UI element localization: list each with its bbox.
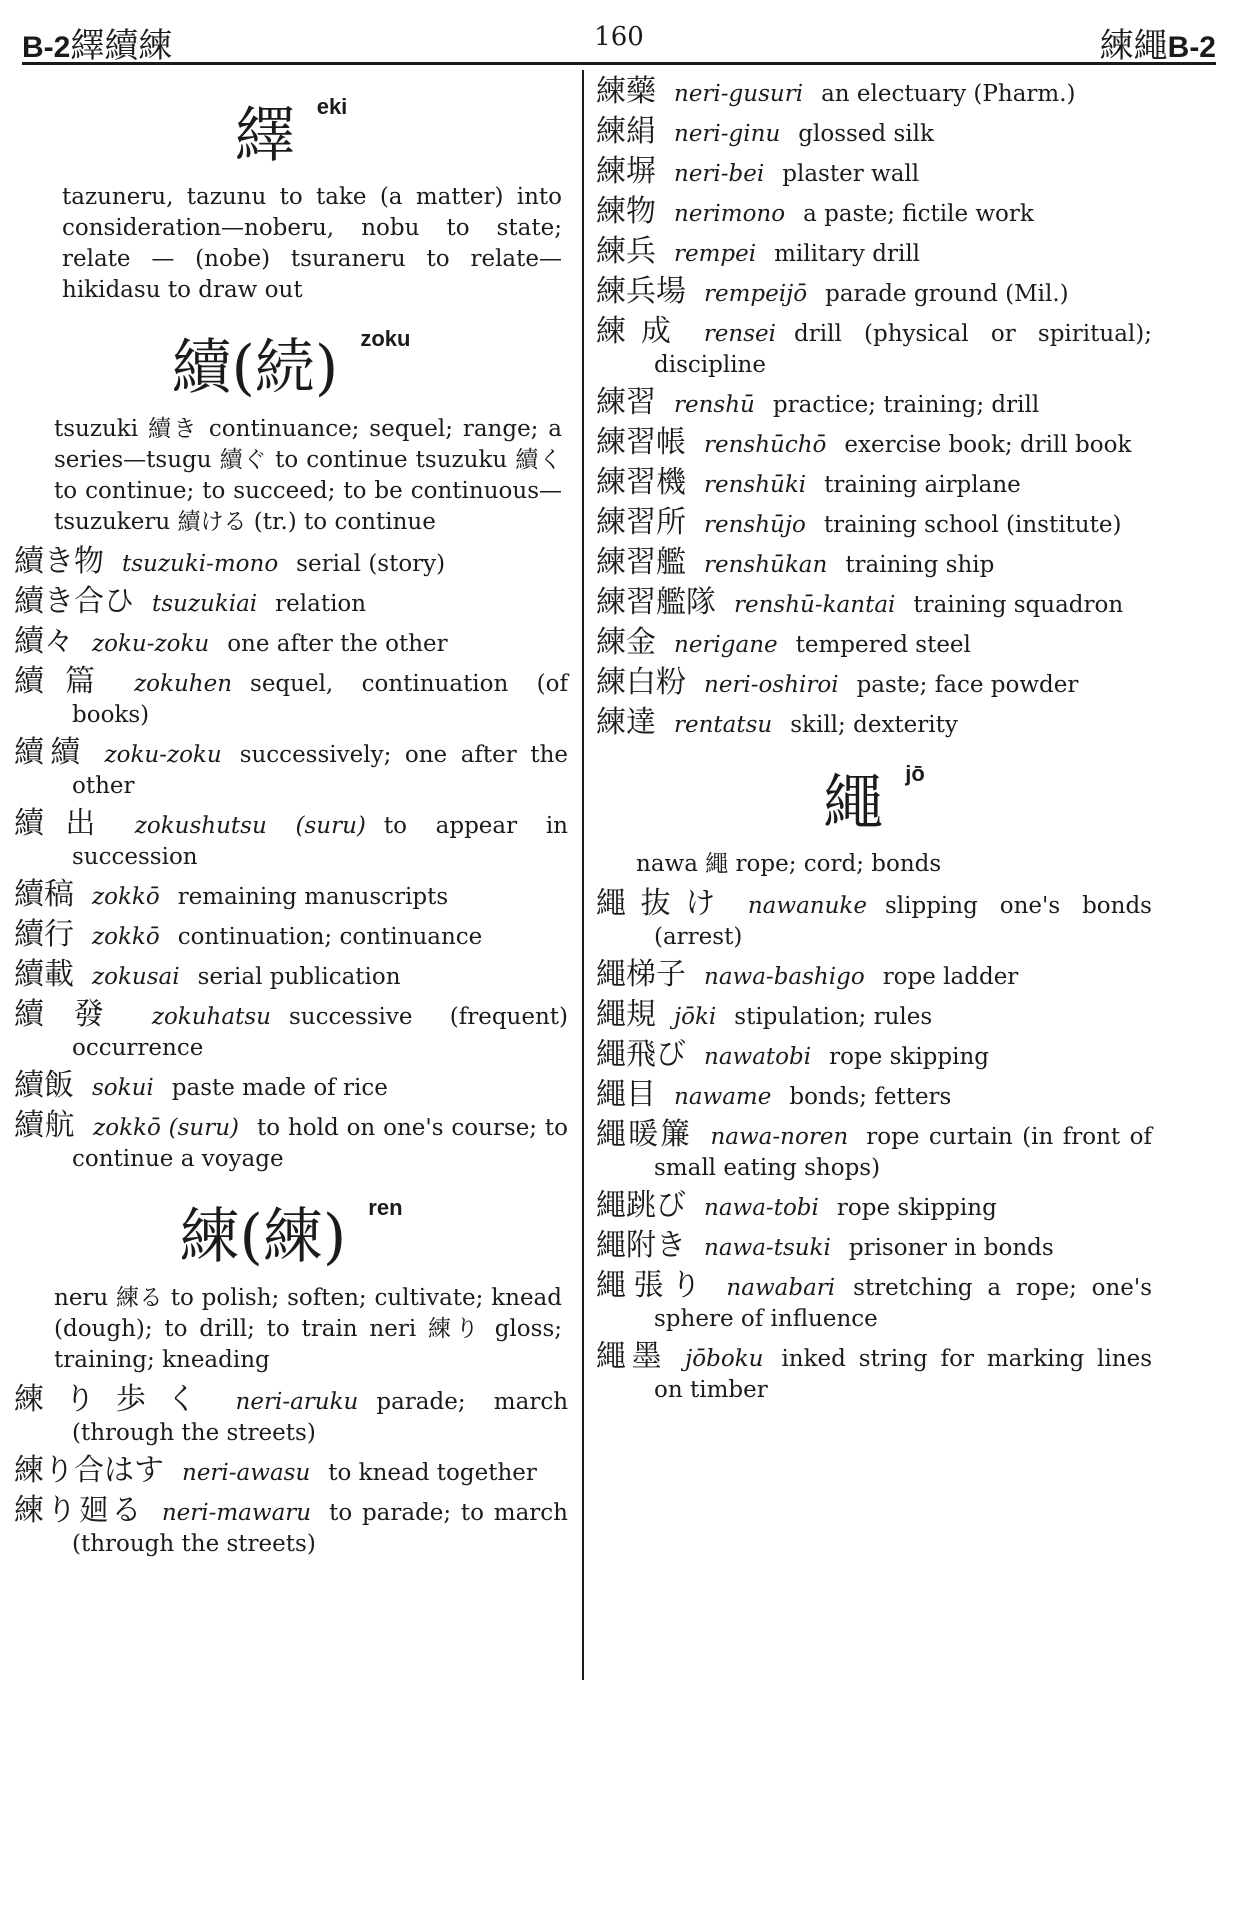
dictionary-entry (14, 737, 568, 802)
entry-kanji: 練習 (596, 385, 656, 420)
entry-reading: zokkō (suru) (93, 1115, 240, 1141)
entry-reading: renshūjo (704, 512, 806, 538)
dictionary-entry (14, 808, 568, 873)
entry-kanji: 繩張り (596, 1268, 709, 1303)
entry-reading: nawa-tsuki (704, 1235, 831, 1261)
entry-gloss: sequel, continuation (of books) (72, 671, 568, 728)
entry-reading: nerigane (674, 632, 778, 658)
entry-gloss: plaster wall (782, 161, 920, 187)
right-column (596, 74, 1152, 1412)
entry-reading: zokkō (92, 884, 160, 910)
entry-reading: renshū (674, 392, 755, 418)
headword-definition: nawa 繩 rope; cord; bonds (636, 851, 942, 877)
entry-kanji: 繩飛び (596, 1037, 686, 1072)
dictionary-entry (596, 888, 1152, 953)
entry-gloss: parade ground (Mil.) (825, 281, 1069, 307)
entry-reading: neri-aruku (235, 1389, 359, 1415)
entry-reading: nawabari (726, 1275, 836, 1301)
entry-kanji: 繩梯子 (596, 957, 686, 992)
dictionary-entry (14, 586, 568, 620)
entry-gloss: serial publication (197, 964, 401, 990)
entry-kanji: 續篇 (14, 664, 117, 699)
entry-kanji: 練り合はす (14, 1453, 164, 1488)
entry-gloss: practice; training; drill (772, 392, 1040, 418)
dictionary-entry (596, 76, 1152, 110)
entry-gloss: rope skipping (836, 1195, 997, 1221)
entry-gloss: to parade; to march (through the streets) (72, 1500, 568, 1557)
entry-gloss: training ship (845, 552, 995, 578)
entry-reading: nawa-tobi (704, 1195, 819, 1221)
entry-kanji: 續稿 (14, 877, 74, 912)
entry-kanji: 練習帳 (596, 425, 686, 460)
entry-gloss: drill (physical or spiritual); discipline (654, 321, 1152, 378)
entry-kanji: 練兵場 (596, 274, 686, 309)
entry-kanji: 續行 (14, 917, 74, 952)
entry-kanji: 續き合ひ (14, 584, 134, 619)
dictionary-entry (14, 1384, 568, 1449)
dictionary-entry (596, 547, 1152, 581)
entry-reading: zokuhen (134, 671, 233, 697)
entry-gloss: relation (275, 591, 367, 617)
entry-reading: rempei (674, 241, 757, 267)
entry-reading: tsuzuki-mono (122, 551, 279, 577)
entry-reading: rentatsu (674, 712, 773, 738)
entry-gloss: glossed silk (798, 121, 934, 147)
entry-gloss: parade; march (through the streets) (72, 1389, 569, 1446)
dictionary-entry (14, 546, 568, 580)
headword-kanji: 繩 (823, 768, 884, 838)
entry-kanji: 練塀 (596, 154, 656, 189)
right-head-kanji: 練繩 (1099, 26, 1168, 66)
dictionary-entry (596, 1039, 1152, 1073)
entry-gloss: paste; face powder (856, 672, 1079, 698)
dictionary-entry (596, 316, 1152, 381)
dictionary-entry (14, 879, 568, 913)
entry-reading: zokusai (92, 964, 180, 990)
dictionary-entry (14, 919, 568, 953)
entry-kanji: 續發 (14, 997, 134, 1032)
dictionary-entry (596, 387, 1152, 421)
page-header (22, 14, 1216, 65)
entry-reading: neri-bei (674, 161, 765, 187)
entry-kanji: 練兵 (596, 234, 656, 269)
entry-kanji: 繩跳び (596, 1188, 686, 1223)
dictionary-entry (596, 667, 1152, 701)
entry-kanji: 練成 (596, 314, 686, 349)
entry-gloss: successively; one after the other (72, 742, 569, 799)
entry-reading: zokushutsu (suru) (134, 813, 366, 839)
entry-kanji: 繩抜け (596, 886, 730, 921)
entry-kanji: 練習艦隊 (596, 585, 716, 620)
entry-gloss: to appear in succession (72, 813, 568, 870)
entry-gloss: to hold on one's course; to continue a voyage (72, 1115, 569, 1172)
entry-reading: tsuzukiai (152, 591, 258, 617)
entry-gloss: rope ladder (882, 964, 1019, 990)
entry-gloss: prisoner in bonds (848, 1235, 1054, 1261)
headword-ren (14, 1189, 568, 1275)
entry-reading: jōki (674, 1004, 717, 1030)
entry-kanji: 續續 (14, 735, 87, 770)
entry-list (14, 546, 568, 1175)
entry-reading: nawatobi (704, 1044, 812, 1070)
entry-gloss: an electuary (Pharm.) (821, 81, 1076, 107)
entry-reading: zokkō (92, 924, 160, 950)
entry-gloss: bonds; fetters (789, 1084, 952, 1110)
entry-gloss: inked string for marking lines on timber (654, 1346, 1152, 1403)
entry-gloss: continuation; continuance (177, 924, 483, 950)
headword-definition: tsuzuki 續き continuance; sequel; range; a series—tsugu 續ぐ to continue tsuzuku 續く to continue; to succeed; to be continuous—tsuzukeru 續ける (tr.) to continue (54, 416, 562, 535)
entry-kanji: 練り歩く (14, 1382, 218, 1417)
dictionary-entry (596, 427, 1152, 461)
entry-reading: zoku-zoku (92, 631, 210, 657)
entry-gloss: training school (institute) (823, 512, 1122, 538)
dictionary-entry (14, 999, 568, 1064)
headword-kanji: 續(続) (171, 333, 339, 403)
entry-kanji: 繩附き (596, 1228, 686, 1263)
entry-reading: neri-mawaru (161, 1500, 312, 1526)
entry-reading: jōboku (685, 1346, 764, 1372)
headword-eki (14, 88, 568, 174)
entry-reading: neri-oshiroi (704, 672, 839, 698)
headword-kanji: 練(練) (179, 1202, 347, 1272)
entry-kanji: 續載 (14, 957, 74, 992)
entry-reading: neri-gusuri (674, 81, 804, 107)
entry-reading: neri-awasu (182, 1460, 311, 1486)
column-divider (582, 70, 584, 1680)
entry-kanji: 練藥 (596, 74, 656, 109)
left-head-kanji: 繹續練 (70, 26, 173, 66)
dictionary-entry (596, 999, 1152, 1033)
dictionary-entry (596, 467, 1152, 501)
dictionary-entry (596, 156, 1152, 190)
entry-gloss: training airplane (824, 472, 1021, 498)
entry-kanji: 續飯 (14, 1068, 74, 1103)
entry-reading: renshūki (704, 472, 807, 498)
headword-zoku (14, 320, 568, 406)
entry-gloss: successive (frequent) occurrence (72, 1004, 569, 1061)
entry-gloss: exercise book; drill book (844, 432, 1132, 458)
left-section-label: B-2 (22, 31, 71, 64)
entry-gloss: paste made of rice (171, 1075, 388, 1101)
entry-kanji: 練達 (596, 705, 656, 740)
dictionary-entry (596, 1270, 1152, 1335)
entry-gloss: rope curtain (in front of small eating shops) (654, 1124, 1153, 1181)
entry-list (14, 1384, 568, 1560)
dictionary-entry (14, 626, 568, 660)
entry-kanji: 續々 (14, 624, 74, 659)
dictionary-entry (596, 507, 1152, 541)
entry-reading: nerimono (674, 201, 786, 227)
dictionary-entry (14, 1110, 568, 1175)
entry-reading: nawame (674, 1084, 772, 1110)
entry-gloss: tempered steel (795, 632, 971, 658)
entry-reading: renshūchō (704, 432, 827, 458)
entry-gloss: stipulation; rules (734, 1004, 933, 1030)
entry-gloss: to knead together (328, 1460, 537, 1486)
entry-kanji: 繩暖簾 (596, 1117, 693, 1152)
headword-definition: tazuneru, tazunu to take (a matter) into consideration—noberu, nobu to state; relate — (nobe) tsuraneru to relate—hikidasu to draw out (62, 184, 562, 303)
headword-kanji: 繹 (234, 101, 295, 171)
headword-reading: zoku (360, 326, 411, 351)
entry-kanji: 練り廻る (14, 1493, 144, 1528)
dictionary-entry (596, 1341, 1152, 1406)
entry-gloss: rope skipping (829, 1044, 990, 1070)
dictionary-entry (14, 959, 568, 993)
right-section-label: B-2 (1167, 31, 1216, 64)
dictionary-entry (596, 116, 1152, 150)
entry-reading: nawanuke (747, 893, 867, 919)
dictionary-entry (596, 1119, 1152, 1184)
entry-list (596, 888, 1152, 1406)
dictionary-entry (596, 196, 1152, 230)
entry-kanji: 繩規 (596, 997, 656, 1032)
entry-gloss: serial (story) (296, 551, 446, 577)
entry-gloss: military drill (774, 241, 921, 267)
dictionary-entry (596, 1190, 1152, 1224)
entry-gloss: stretching a rope; one's sphere of influence (654, 1275, 1153, 1332)
entry-kanji: 續出 (14, 806, 117, 841)
page-number: 160 (594, 22, 644, 52)
dictionary-entry (14, 666, 568, 731)
entry-reading: nawa-bashigo (704, 964, 865, 990)
entry-reading: renshūkan (704, 552, 828, 578)
entry-kanji: 練習所 (596, 505, 686, 540)
entry-gloss: skill; dexterity (790, 712, 958, 738)
headword-reading: eki (316, 94, 348, 119)
entry-kanji: 練金 (596, 625, 656, 660)
entry-kanji: 練習艦 (596, 545, 686, 580)
dictionary-entry (596, 587, 1152, 621)
dictionary-entry (596, 707, 1152, 741)
dictionary-entry (596, 627, 1152, 661)
entry-reading: zokuhatsu (151, 1004, 271, 1030)
entry-reading: nawa-noren (710, 1124, 849, 1150)
entry-reading: rensei (703, 321, 777, 347)
entry-kanji: 練白粉 (596, 665, 686, 700)
entry-gloss: a paste; fictile work (803, 201, 1034, 227)
entry-reading: zoku-zoku (104, 742, 222, 768)
entry-kanji: 練習機 (596, 465, 686, 500)
headword-reading: ren (368, 1195, 403, 1220)
dictionary-entry (596, 959, 1152, 993)
dictionary-entry (596, 1079, 1152, 1113)
entry-kanji: 練物 (596, 194, 656, 229)
headword-definition: neru 練る to polish; soften; cultivate; knead (dough); to drill; to train neri 練り gloss; training; kneading (54, 1285, 562, 1373)
entry-reading: neri-ginu (674, 121, 781, 147)
entry-kanji: 繩墨 (596, 1339, 668, 1374)
headword-reading: jō (905, 761, 925, 786)
dictionary-entry (14, 1495, 568, 1560)
dictionary-entry (596, 236, 1152, 270)
entry-kanji: 續航 (14, 1108, 76, 1143)
entry-reading: rempeijō (704, 281, 808, 307)
dictionary-entry (14, 1070, 568, 1104)
entry-gloss: training squadron (913, 592, 1124, 618)
entry-gloss: one after the other (227, 631, 448, 657)
headword-jo (596, 755, 1152, 841)
entry-gloss: slipping one's bonds (arrest) (654, 893, 1152, 950)
entry-gloss: remaining manuscripts (177, 884, 449, 910)
entry-reading: renshū-kantai (734, 592, 896, 618)
dictionary-entry (596, 1230, 1152, 1264)
dictionary-entry (14, 1455, 568, 1489)
dictionary-entry (596, 276, 1152, 310)
header-right (1100, 18, 1216, 67)
entry-kanji: 練絹 (596, 114, 656, 149)
entry-kanji: 續き物 (14, 544, 104, 579)
entry-list (596, 76, 1152, 741)
left-column (14, 74, 568, 1566)
entry-reading: sokui (92, 1075, 154, 1101)
entry-kanji: 繩目 (596, 1077, 656, 1112)
